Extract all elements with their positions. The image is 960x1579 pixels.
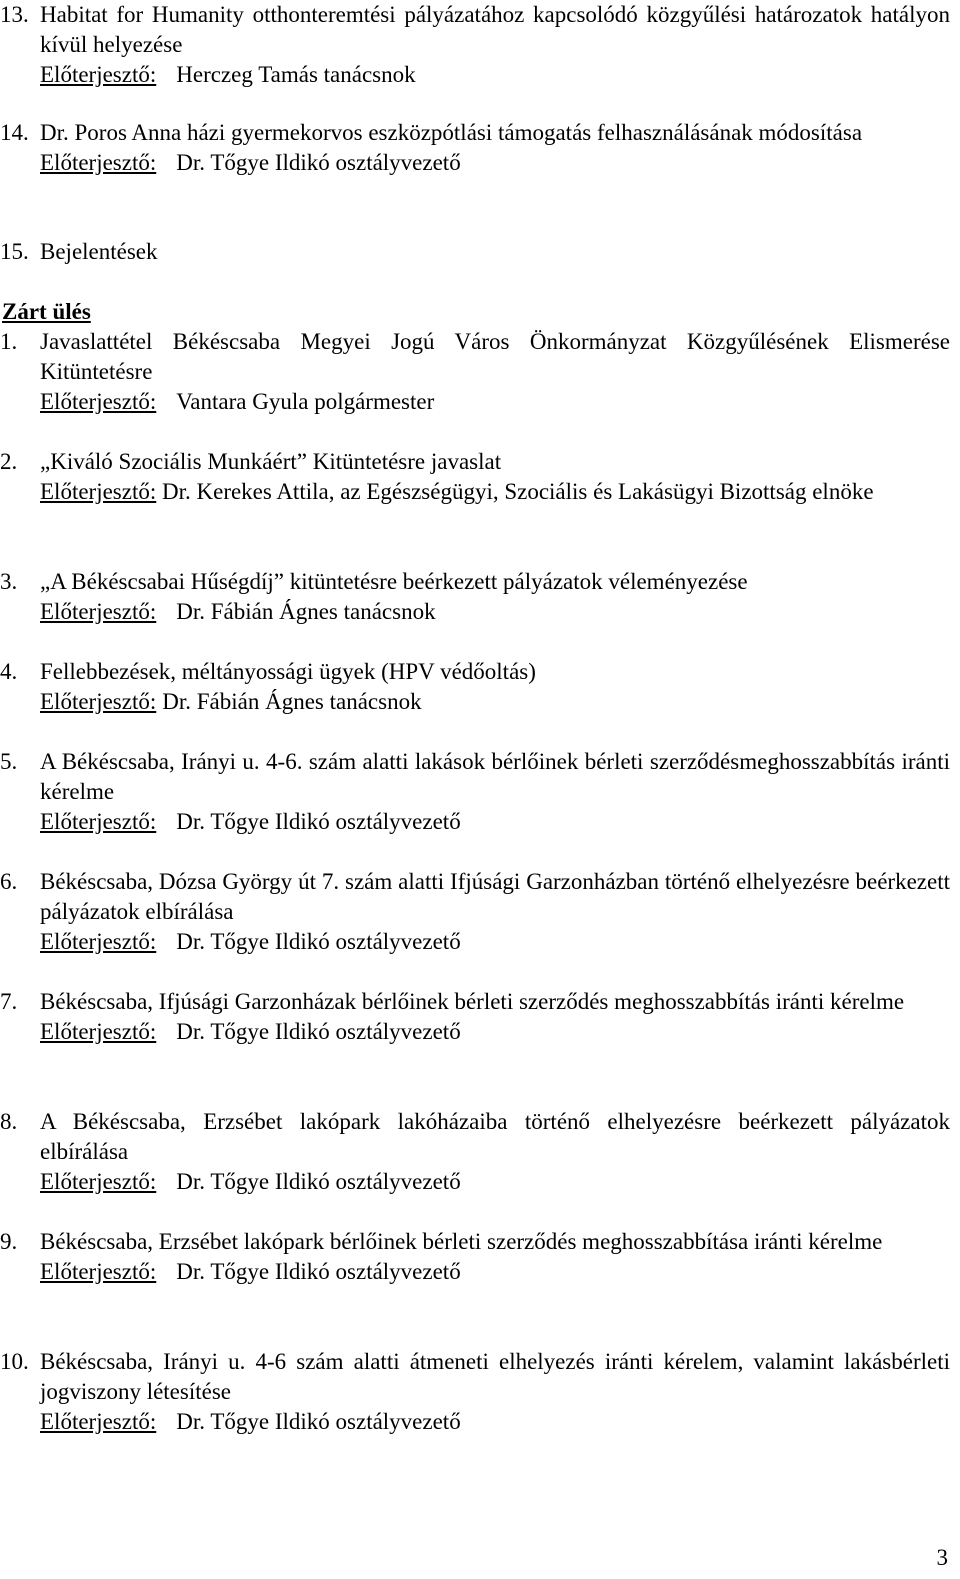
closed-item-9 <box>0 1227 950 1287</box>
item-title: Bejelentések <box>40 239 158 264</box>
presenter-line <box>0 1017 950 1047</box>
closed-session-heading: Zárt ülés <box>2 299 91 324</box>
item-title: Békéscsaba, Erzsébet lakópark bérlőinek bérleti szerződés meghosszabbítása iránti kérelme <box>40 1229 883 1254</box>
item-title: A Békéscsaba, Irányi u. 4-6. szám alatti lakások bérlőinek bérleti szerződésmeghosszabbítás iránti kérelme <box>40 749 950 804</box>
agenda-item-15 <box>0 237 950 267</box>
presenter-name: Dr. Tőgye Ildikó osztályvezető <box>176 929 461 954</box>
item-title: Békéscsaba, Irányi u. 4-6 szám alatti átmeneti elhelyezés iránti kérelem, valamint lakásbérleti jogviszony létesítése <box>40 1349 950 1404</box>
presenter-line <box>0 1167 950 1197</box>
agenda-item-13 <box>0 0 950 90</box>
closed-item-6 <box>0 867 950 957</box>
item-number: 5. <box>0 749 18 774</box>
presenter-line <box>0 387 950 417</box>
item-number: 6. <box>0 869 18 894</box>
item-number: 13. <box>0 2 29 27</box>
item-number: 10. <box>0 1349 29 1374</box>
presenter-name: Dr. Tőgye Ildikó osztályvezető <box>176 1169 461 1194</box>
item-title: „Kiváló Szociális Munkáért” Kitüntetésre javaslat <box>40 449 502 474</box>
closed-item-3 <box>0 567 950 627</box>
presenter-line <box>0 1407 950 1437</box>
page-number: 3 <box>936 1545 948 1570</box>
presenter-name: Dr. Tőgye Ildikó osztályvezető <box>176 150 461 175</box>
presenter-label: Előterjesztő: <box>40 689 157 714</box>
presenter-label: Előterjesztő: <box>40 1019 157 1044</box>
closed-item-1 <box>0 327 950 417</box>
presenter-line <box>0 148 950 178</box>
presenter-label: Előterjesztő: <box>40 1169 157 1194</box>
presenter-label: Előterjesztő: <box>40 929 157 954</box>
presenter-label: Előterjesztő: <box>40 1259 157 1284</box>
item-title: Fellebbezések, méltányossági ügyek (HPV védőoltás) <box>40 659 536 684</box>
presenter-label: Előterjesztő: <box>40 62 157 87</box>
presenter-line <box>0 927 950 957</box>
agenda-item-14 <box>0 118 950 178</box>
presenter-label: Előterjesztő: <box>40 389 157 414</box>
presenter-label: Előterjesztő: <box>40 479 157 504</box>
presenter-label: Előterjesztő: <box>40 1409 157 1434</box>
presenter-label: Előterjesztő: <box>40 809 157 834</box>
item-title: Javaslattétel Békéscsaba Megyei Jogú Város Önkormányzat Közgyűlésének Elismerése Kitüntetésre <box>40 329 950 384</box>
item-title: Békéscsaba, Dózsa György út 7. szám alatti Ifjúsági Garzonházban történő elhelyezésre beérkezett pályázatok elbírálása <box>40 869 950 924</box>
item-number: 9. <box>0 1229 18 1254</box>
item-number: 14. <box>0 120 29 145</box>
item-title: Habitat for Humanity otthonteremtési pályázatához kapcsolódó közgyűlési határozatok hatályon kívül helyezése <box>40 2 950 57</box>
presenter-line <box>0 597 950 627</box>
item-number: 1. <box>0 329 18 354</box>
presenter-line <box>0 1257 950 1287</box>
item-number: 15. <box>0 239 29 264</box>
presenter-name: Dr. Tőgye Ildikó osztályvezető <box>176 809 461 834</box>
item-number: 8. <box>0 1109 18 1134</box>
item-number: 2. <box>0 449 18 474</box>
closed-item-2 <box>0 447 950 507</box>
presenter-line <box>0 807 950 837</box>
closed-item-7 <box>0 987 950 1047</box>
presenter-name: Herczeg Tamás tanácsnok <box>176 62 416 87</box>
presenter-name: Dr. Tőgye Ildikó osztályvezető <box>176 1409 461 1434</box>
closed-item-4 <box>0 657 950 717</box>
closed-item-10 <box>0 1347 950 1437</box>
presenter-name: Dr. Fábián Ágnes tanácsnok <box>162 689 422 714</box>
presenter-name: Dr. Fábián Ágnes tanácsnok <box>176 599 436 624</box>
presenter-line <box>0 687 950 717</box>
presenter-name: Dr. Kerekes Attila, az Egészségügyi, Szociális és Lakásügyi Bizottság elnöke <box>162 479 874 504</box>
closed-item-5 <box>0 747 950 837</box>
item-title: Békéscsaba, Ifjúsági Garzonházak bérlőinek bérleti szerződés meghosszabbítás iránti kérelme <box>40 989 905 1014</box>
presenter-name: Dr. Tőgye Ildikó osztályvezető <box>176 1019 461 1044</box>
presenter-line <box>40 477 950 507</box>
presenter-label: Előterjesztő: <box>40 599 157 624</box>
presenter-line <box>0 60 950 90</box>
item-title: „A Békéscsabai Hűségdíj” kitüntetésre beérkezett pályázatok véleményezése <box>40 569 748 594</box>
presenter-name: Dr. Tőgye Ildikó osztályvezető <box>176 1259 461 1284</box>
closed-item-8 <box>0 1107 950 1197</box>
item-title: Dr. Poros Anna házi gyermekorvos eszközpótlási támogatás felhasználásának módosítása <box>40 120 863 145</box>
item-number: 3. <box>0 569 18 594</box>
item-number: 4. <box>0 659 18 684</box>
presenter-label: Előterjesztő: <box>40 150 157 175</box>
item-title: A Békéscsaba, Erzsébet lakópark lakóházaiba történő elhelyezésre beérkezett pályázatok elbírálása <box>40 1109 950 1164</box>
item-number: 7. <box>0 989 18 1014</box>
presenter-name: Vantara Gyula polgármester <box>176 389 435 414</box>
